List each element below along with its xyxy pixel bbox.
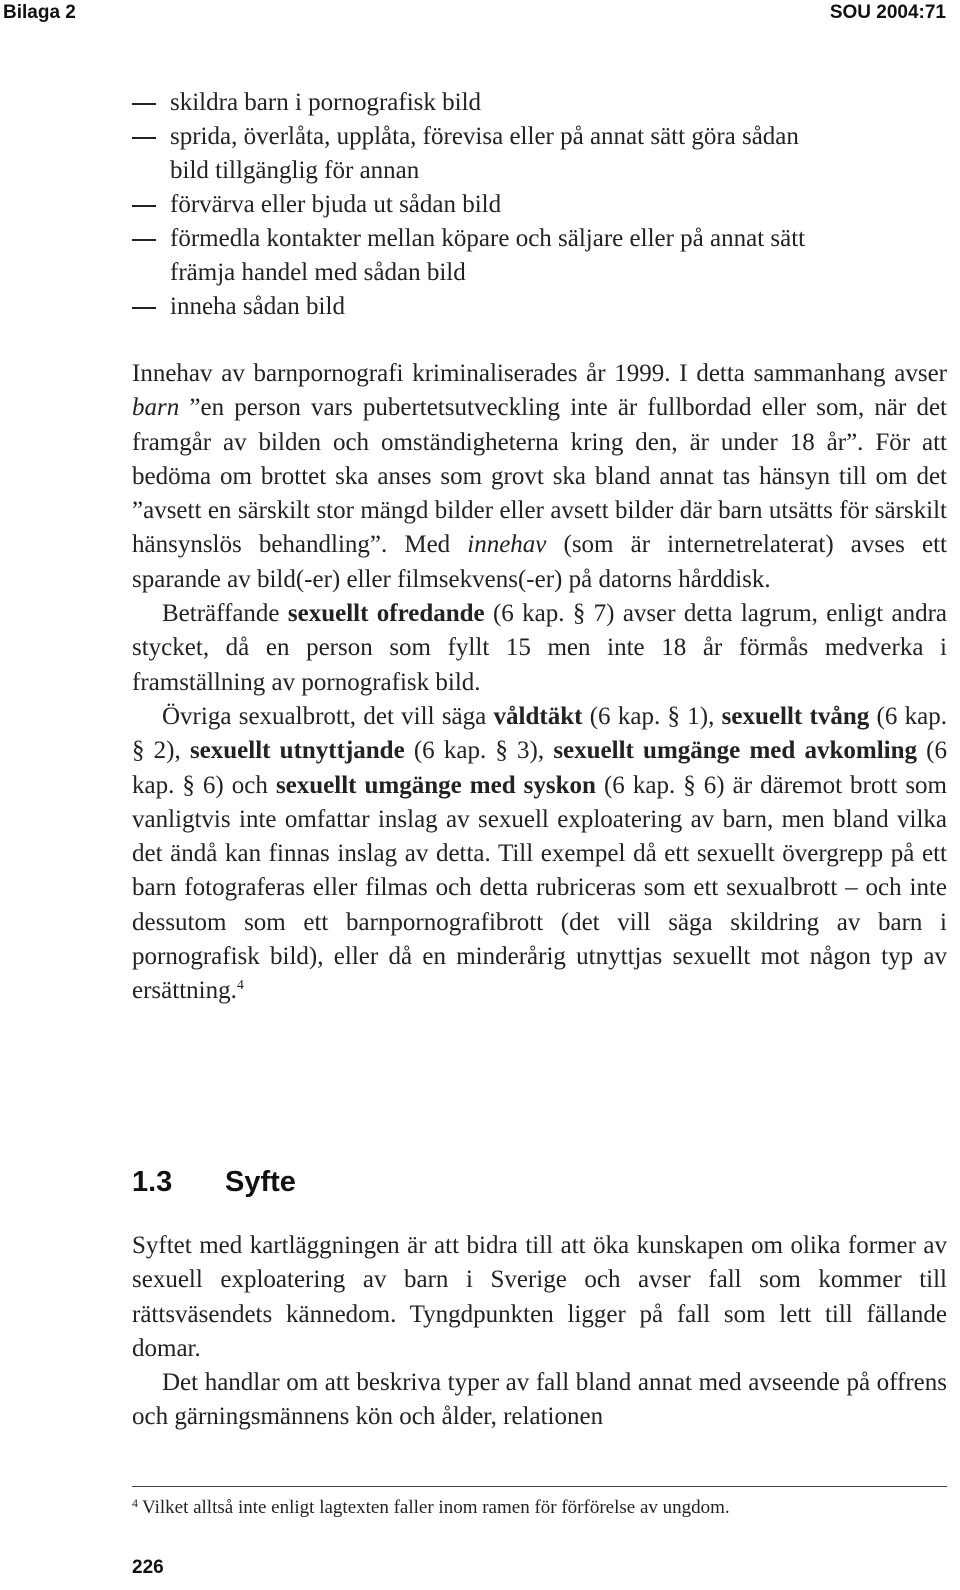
footnote-divider bbox=[132, 1486, 947, 1487]
dash-icon bbox=[132, 205, 156, 207]
list-item-text-continued: bild tillgänglig för annan bbox=[170, 157, 420, 184]
list-item bbox=[132, 290, 947, 324]
footnote bbox=[132, 1497, 730, 1519]
dash-list bbox=[132, 86, 947, 324]
footnote-text: Vilket alltså inte enligt lagtexten faller inom ramen för förförelse av ungdom. bbox=[142, 1497, 730, 1518]
list-item-text: förvärva eller bjuda ut sådan bild bbox=[170, 191, 502, 218]
running-header-right: SOU 2004:71 bbox=[829, 2, 946, 23]
page-number: 226 bbox=[132, 1557, 164, 1578]
dash-icon bbox=[132, 239, 156, 241]
paragraph-sexual-harassment: Beträffande sexuellt ofredande (6 kap. § 7) avser detta lagrum, enligt andra stycket, då en person som fyllt 15 men inte 18 år förmås medverka i framställning av pornografisk bild. bbox=[132, 600, 948, 696]
paragraph-possession: Innehav av barnpornografi kriminaliserades år 1999. I detta sammanhang avser barn ”en person vars pubertetsutveckling inte är fullbordad eller som, när det framgår av bilden och omständigheterna kring den, är under 18 år”. För att bedöma om brottet ska anses som grovt ska bland annat tas hänsyn till om det ”avsett en särskilt stor mängd bilder eller avsett bilder där barn utsätts för särskilt hänsynslös behandling”. Med innehav (som är internetrelaterat) avses ett sparande av bild(-er) eller filmsekvens(-er) på datorns hårddisk. bbox=[132, 360, 947, 593]
section-number: 1.3 bbox=[132, 1166, 173, 1198]
list-item-text: inneha sådan bild bbox=[170, 293, 345, 320]
dash-icon bbox=[132, 137, 156, 139]
list-item-text: skildra barn i pornografisk bild bbox=[170, 89, 482, 116]
paragraph-other-crimes: Övriga sexualbrott, det vill säga våldtäkt (6 kap. § 1), sexuellt tvång (6 kap. § 2), sexuellt utnyttjande (6 kap. § 3), sexuellt umgänge med avkomling (6 kap. § 6) och sexuellt umgänge med syskon (6 kap. § 6) är däremot brott som vanligtvis inte omfattar inslag av sexuell exploatering av barn, men bland vilka det ändå kan finnas inslag av detta. Till exempel då ett sexuellt övergrepp på ett barn fotograferas eller filmas och detta rubriceras som ett sexualbrott – och inte dessutom som ett barnpornografibrott (det vill säga skildring av barn i pornografisk bild), eller då en minderårig utnyttjas sexuellt mot någon typ av ersättning.$^4$ bbox=[132, 702, 948, 1005]
section-title: Syfte bbox=[225, 1166, 296, 1198]
list-item-text: förmedla kontakter mellan köpare och säljare eller på annat sätt bbox=[170, 225, 806, 252]
list-item bbox=[132, 120, 947, 188]
dash-icon bbox=[132, 103, 156, 105]
running-header-left: Bilaga 2 bbox=[3, 2, 76, 23]
list-item-text-continued: främja handel med sådan bild bbox=[170, 259, 466, 286]
paragraph-purpose: Syftet med kartläggningen är att bidra till att öka kunskapen om olika former av sexuell exploatering av barn i Sverige och avser fall som kommer till rättsväsendets kännedom. Tyngdpunkten ligger på fall som lett till fällande domar. bbox=[132, 1232, 947, 1362]
list-item bbox=[132, 222, 947, 290]
list-item-text: sprida, överlåta, upplåta, förevisa eller på annat sätt göra sådan bbox=[170, 123, 799, 150]
body-text-block-2 bbox=[132, 1229, 947, 1435]
dash-icon bbox=[132, 307, 156, 309]
list-item bbox=[132, 86, 947, 120]
list-item bbox=[132, 188, 947, 222]
paragraph-description: Det handlar om att beskriva typer av fall bland annat med avseende på offrens och gärningsmännens kön och ålder, relationen bbox=[132, 1369, 947, 1431]
footnote-reference[interactable]: 4 bbox=[236, 978, 244, 994]
section-heading bbox=[132, 1166, 296, 1199]
footnote-marker: 4 bbox=[132, 1496, 138, 1510]
body-text-block-1 bbox=[132, 357, 947, 1009]
